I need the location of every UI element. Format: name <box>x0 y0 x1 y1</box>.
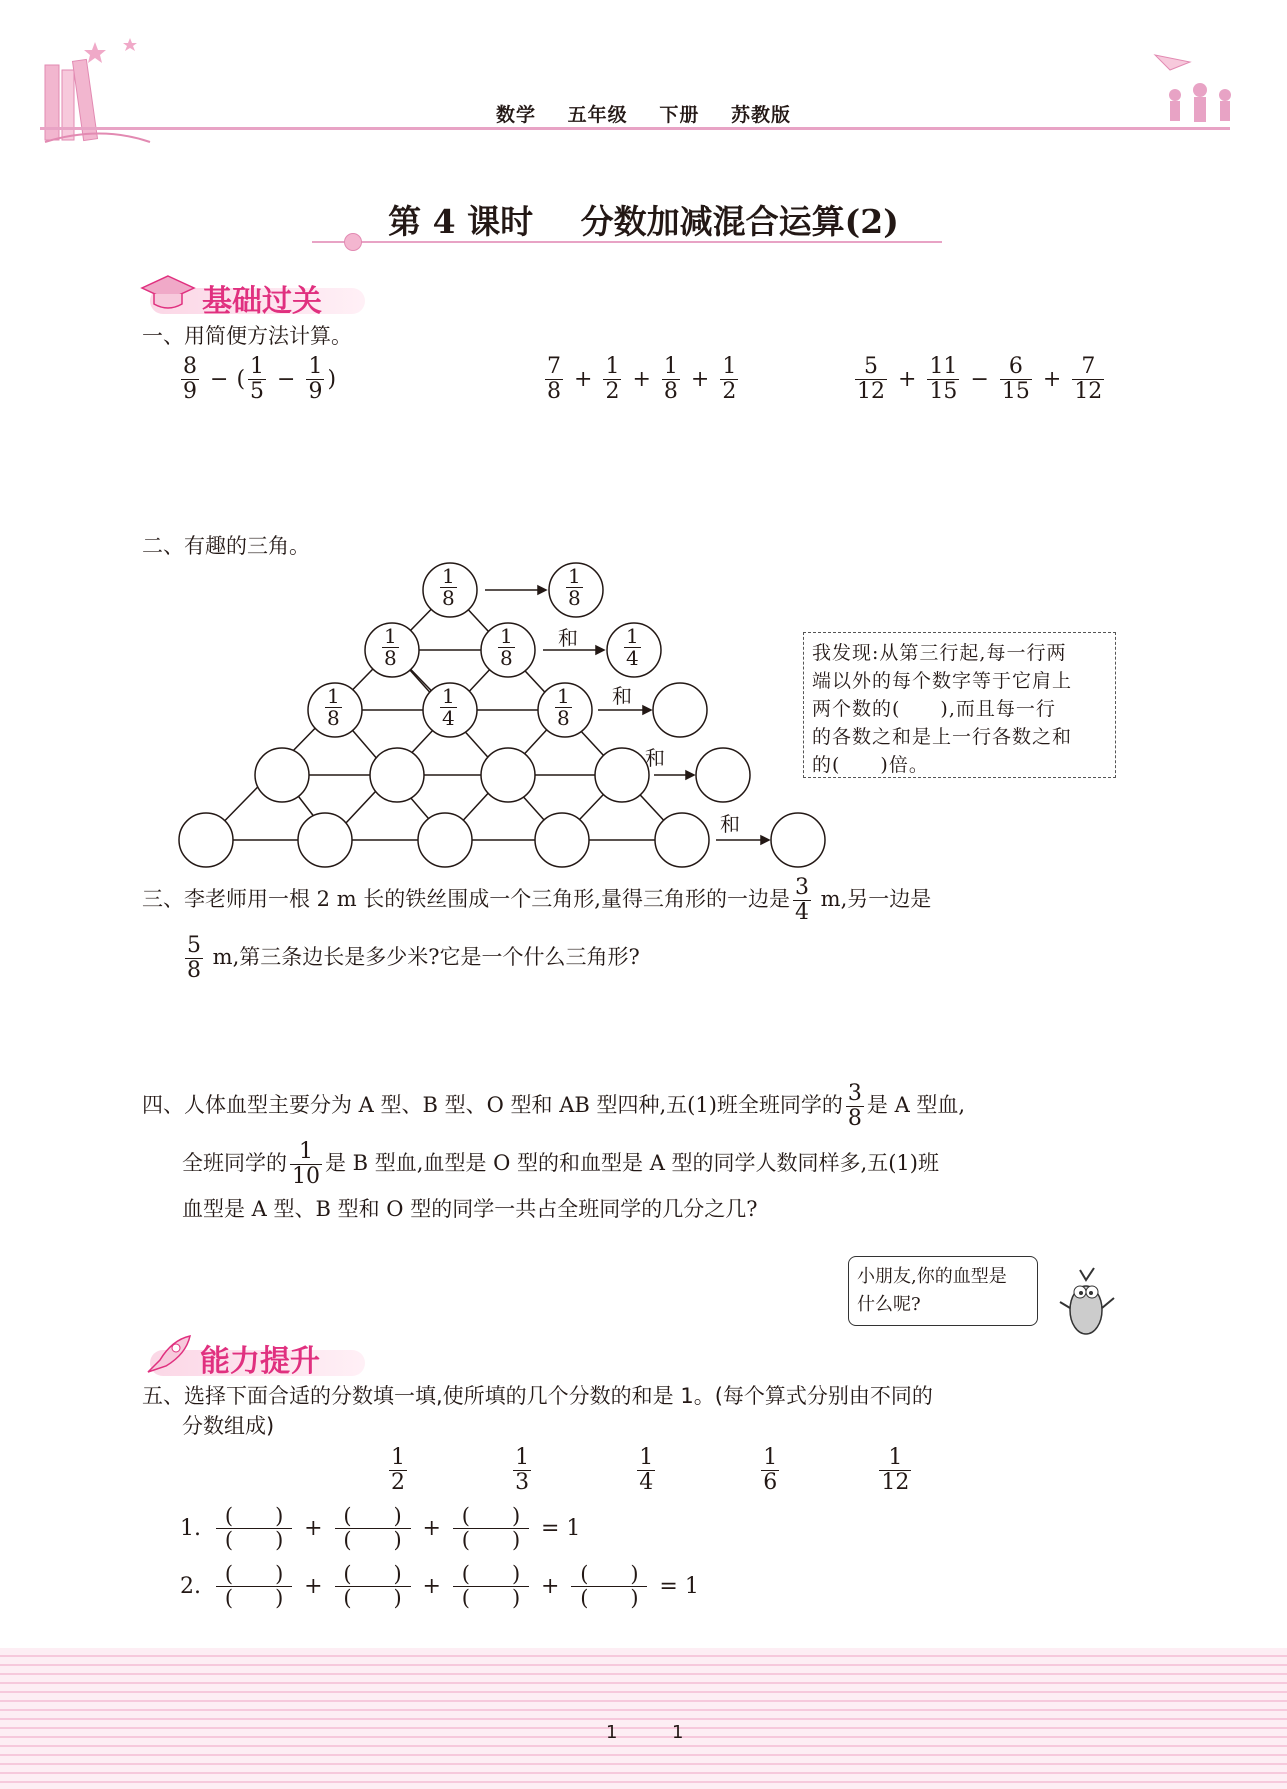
q5-choices <box>386 1446 914 1495</box>
sum-label: 和 <box>612 684 632 708</box>
q4-line2: 全班同学的 $\frac{1}{10}$ 是 B 型血,血型是 O 型的和血型是 A 型的同学人数同样多,五(1)班 <box>182 1139 939 1190</box>
sum-node <box>771 813 825 867</box>
triangle-row2-sum: $\frac{1}{4}$ <box>626 624 639 670</box>
triangle-node <box>370 748 424 802</box>
choice-fraction: $\frac{1}{6}$ <box>763 1445 778 1496</box>
header-edition: 苏教版 <box>730 104 791 126</box>
fraction: $\frac{8}{9}$ <box>183 354 197 405</box>
q5-line1: 五、选择下面合适的分数填一填,使所填的几个分数的和是 1。(每个算式分别由不同的 <box>142 1384 933 1408</box>
sum-label: 和 <box>645 746 665 770</box>
triangle-node <box>255 748 309 802</box>
triangle-row1-value: $\frac{1}{8}$ <box>442 564 455 610</box>
triangle-row2-value: $\frac{1}{8}$ <box>500 624 513 670</box>
page-number-left: 1 <box>606 1722 618 1743</box>
q4-line1: 四、人体血型主要分为 A 型、B 型、O 型和 AB 型四种,五(1)班全班同学的 $\frac{3}{8}$ 是 A 型血, <box>142 1081 966 1132</box>
triangle-node <box>535 813 589 867</box>
q2-label: 二、有趣的三角。 <box>142 534 310 558</box>
triangle-row2-value: $\frac{1}{8}$ <box>384 624 397 670</box>
q1-expr-1: $\frac{8}{9}$ − ( $\frac{1}{5}$ − $\frac{1}{9}$ ) <box>183 354 337 405</box>
advanced-section-title: 能力提升 <box>200 1344 320 1379</box>
fraction: $\frac{1}{9}$ <box>308 354 323 405</box>
sum-node <box>653 683 707 737</box>
answer-blank[interactable]: $\frac{( )}{( )}$ <box>335 1563 411 1610</box>
discovery-note: 我发现:从第三行起,每一行两 端以外的每个数字等于它肩上 两个数的( ),而且每一行 的各数之和是上一行各数之和 的( )倍。 <box>803 632 1116 778</box>
header-volume: 下册 <box>659 104 700 126</box>
triangle-row3-value: $\frac{1}{4}$ <box>442 684 455 730</box>
footer-band <box>0 1648 1287 1789</box>
fraction: $\frac{1}{5}$ <box>250 354 265 405</box>
triangle-node <box>595 748 649 802</box>
answer-blank[interactable]: $\frac{( )}{( )}$ <box>335 1505 411 1552</box>
q1-expr-2: $\frac{7}{8}$ + $\frac{1}{2}$ + $\frac{1}{8}$ + $\frac{1}{2}$ <box>547 354 737 405</box>
lesson-topic: 分数加减混合运算(2) <box>580 202 899 241</box>
answer-blank[interactable]: $\frac{( )}{( )}$ <box>216 1563 292 1610</box>
choice-fraction: $\frac{1}{2}$ <box>391 1445 405 1496</box>
q5-equation-1: 1. $\frac{( )}{( )}$ + $\frac{( )}{( )}$ + $\frac{( )}{( )} = 1$ <box>180 1504 581 1553</box>
choice-fraction: $\frac{1}{3}$ <box>515 1445 530 1496</box>
triangle-node <box>179 813 233 867</box>
answer-blank[interactable]: $\frac{( )}{( )}$ <box>571 1563 647 1610</box>
choice-fraction: $\frac{1}{4}$ <box>639 1445 654 1496</box>
sum-node <box>696 748 750 802</box>
triangle-node <box>418 813 472 867</box>
sum-label: 和 <box>720 812 740 836</box>
rocket-icon <box>142 1332 194 1378</box>
q4-line3: 血型是 A 型、B 型和 O 型的同学一共占全班同学的几分之几? <box>182 1197 758 1221</box>
lesson-number: 第 4 课时 <box>388 202 534 241</box>
header-subject: 数学 <box>496 104 537 126</box>
speech-bubble: 小朋友,你的血型是 什么呢? <box>848 1256 1038 1326</box>
triangle-row3-value: $\frac{1}{8}$ <box>557 684 570 730</box>
page-number-right: 1 <box>672 1722 684 1743</box>
answer-blank[interactable]: $\frac{( )}{( )}$ <box>216 1505 292 1552</box>
triangle-row1-sum: $\frac{1}{8}$ <box>568 564 581 610</box>
sum-label: 和 <box>558 626 578 650</box>
answer-blank[interactable]: $\frac{( )}{( )}$ <box>453 1505 529 1552</box>
q5-line2: 分数组成) <box>182 1414 275 1438</box>
q1-label: 一、用简便方法计算。 <box>142 324 352 348</box>
triangle-node <box>655 813 709 867</box>
choice-fraction: $\frac{1}{12}$ <box>881 1445 910 1496</box>
cartoon-bird-icon <box>1050 1262 1120 1342</box>
triangle-node <box>481 748 535 802</box>
q3-line1: 三、李老师用一根 2 m 长的铁丝围成一个三角形,量得三角形的一边是 $\frac{3}{4}$ m,另一边是 <box>142 875 932 926</box>
q1-expr-3: $\frac{5}{12}$ + $\frac{11}{15}$ − $\frac{6}{15}$ + $\frac{7}{12}$ <box>857 354 1103 405</box>
answer-blank[interactable]: $\frac{( )}{( )}$ <box>453 1563 529 1610</box>
basic-section-title: 基础过关 <box>202 284 322 319</box>
q3-line2: $\frac{5}{8}$ m,第三条边长是多少米?它是一个什么三角形? <box>187 933 640 984</box>
q5-equation-2: 2. $\frac{( )}{( )}$ + $\frac{( )}{( )}$ + $\frac{( )}{( )}$ + $\frac{( )}{( )} = 1$ <box>180 1562 699 1611</box>
header-grade: 五年级 <box>567 104 628 126</box>
triangle-row3-value: $\frac{1}{8}$ <box>327 684 340 730</box>
triangle-node <box>298 813 352 867</box>
